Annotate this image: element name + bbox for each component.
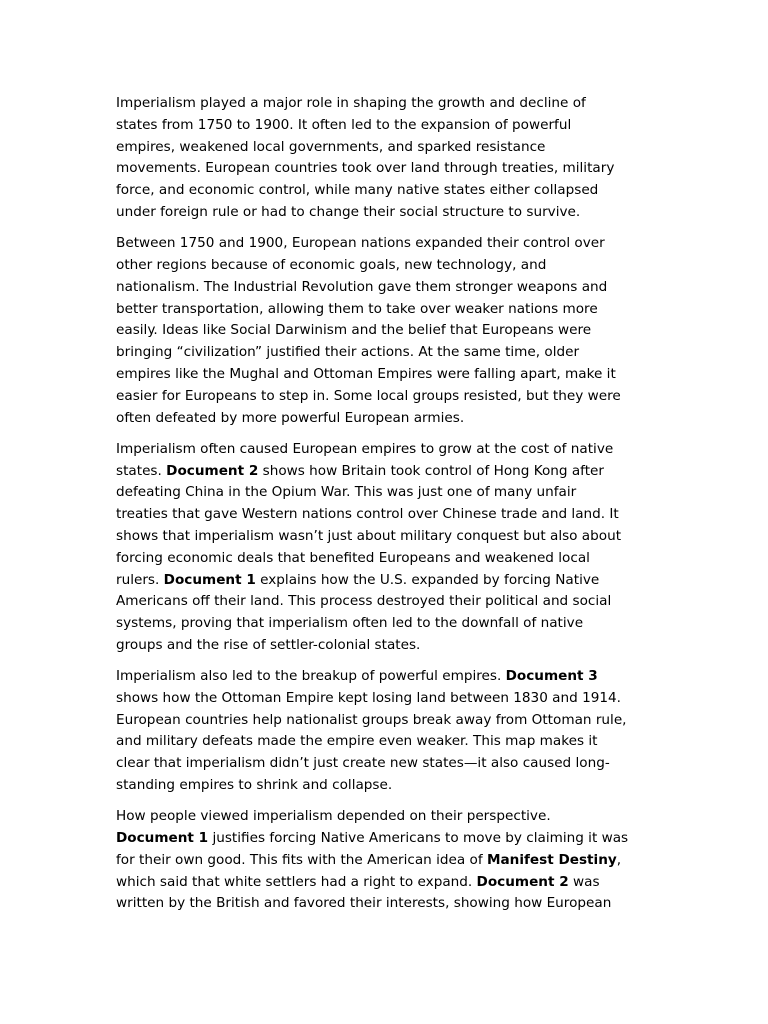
text-run: better transportation, allowing them to take over weaker nations more	[116, 300, 598, 317]
text-run: Between 1750 and 1900, European nations expanded their control over	[116, 235, 605, 252]
text-line	[116, 408, 656, 430]
text-run: Imperialism also led to the breakup of powerful empires.	[116, 668, 506, 685]
text-run: ,	[616, 851, 622, 868]
text-run: forcing economic deals that benefited Europeans and weakened local	[116, 549, 590, 566]
bold-text-run: Manifest Destiny	[486, 851, 617, 868]
text-run: easily. Ideas like Social Darwinism and the belief that Europeans were	[116, 322, 592, 339]
paragraph-3	[116, 439, 656, 657]
text-run: systems, proving that imperialism often led to the downfall of native	[116, 615, 584, 632]
text-line	[116, 93, 656, 115]
bold-text-run: Document 1	[116, 830, 209, 847]
text-run: Americans off their land. This process destroyed their political and social	[116, 593, 612, 610]
text-line	[116, 591, 656, 613]
text-run: for their own good. This fits with the American idea of	[116, 851, 487, 868]
text-run: states from 1750 to 1900. It often led to the expansion of powerful	[116, 116, 572, 133]
text-run: defeating China in the Opium War. This was just one of many unfair	[116, 484, 577, 501]
text-line	[116, 666, 656, 688]
text-run: was	[568, 873, 600, 890]
text-line	[116, 255, 656, 277]
document-body	[116, 93, 656, 925]
text-line	[116, 320, 656, 342]
text-line	[116, 233, 656, 255]
text-line	[116, 548, 656, 570]
text-run: European countries help nationalist groups break away from Ottoman rule,	[116, 711, 627, 728]
paragraph-1	[116, 93, 656, 224]
text-run: Imperialism often caused European empires to grow at the cost of native	[116, 440, 614, 457]
text-line	[116, 461, 656, 483]
text-line	[116, 482, 656, 504]
text-line	[116, 850, 656, 872]
text-line	[116, 386, 656, 408]
text-run: states.	[116, 462, 167, 479]
text-line	[116, 806, 656, 828]
text-run: How people viewed imperialism depended on their perspective.	[116, 808, 551, 825]
text-line	[116, 277, 656, 299]
text-run: movements. European countries took over land through treaties, military	[116, 160, 615, 177]
text-run: Imperialism played a major role in shaping the growth and decline of	[116, 95, 586, 111]
text-line	[116, 775, 656, 797]
paragraph-4	[116, 666, 656, 797]
text-line	[116, 526, 656, 548]
text-line	[116, 710, 656, 732]
text-run: force, and economic control, while many native states either collapsed	[116, 182, 599, 199]
text-line	[116, 872, 656, 894]
bold-text-run: Document 2	[476, 873, 569, 890]
text-line	[116, 570, 656, 592]
text-run: groups and the rise of settler-colonial states.	[116, 636, 421, 653]
bold-text-run: Document 1	[163, 571, 256, 588]
text-line	[116, 613, 656, 635]
text-run: clear that imperialism didn’t just create new states—it also caused long-	[116, 755, 610, 772]
text-line	[116, 753, 656, 775]
bold-text-run: Document 3	[505, 668, 598, 685]
text-line	[116, 504, 656, 526]
text-run: under foreign rule or had to change their social structure to survive.	[116, 203, 581, 220]
text-run: written by the British and favored their interests, showing how European	[116, 895, 612, 912]
text-line	[116, 342, 656, 364]
text-line	[116, 893, 656, 915]
text-line	[116, 828, 656, 850]
text-line	[116, 364, 656, 386]
text-run: bringing “civilization” justified their actions. At the same time, older	[116, 344, 580, 361]
text-run: and military defeats made the empire even weaker. This map makes it	[116, 733, 598, 750]
text-line	[116, 688, 656, 710]
text-run: explains how the U.S. expanded by forcing Native	[255, 571, 600, 588]
text-run: empires, weakened local governments, and sparked resistance	[116, 138, 546, 155]
text-run: empires like the Mughal and Ottoman Empires were falling apart, make it	[116, 365, 616, 382]
bold-text-run: Document 2	[166, 462, 259, 479]
text-run: treaties that gave Western nations control over Chinese trade and land. It	[116, 506, 619, 523]
text-run: shows how Britain took control of Hong Kong after	[258, 462, 604, 479]
text-line	[116, 202, 656, 224]
text-line	[116, 299, 656, 321]
text-line	[116, 439, 656, 461]
text-run: which said that white settlers had a right to expand.	[116, 873, 477, 890]
text-line	[116, 137, 656, 159]
text-run: often defeated by more powerful European armies.	[116, 409, 465, 426]
text-line	[116, 115, 656, 137]
text-line	[116, 731, 656, 753]
text-run: shows how the Ottoman Empire kept losing land between 1830 and 1914.	[116, 689, 621, 706]
text-run: shows that imperialism wasn’t just about military conquest but also about	[116, 527, 622, 544]
text-run: rulers.	[116, 571, 164, 588]
text-run: standing empires to shrink and collapse.	[116, 777, 393, 794]
paragraph-2	[116, 233, 656, 429]
text-line	[116, 180, 656, 202]
text-line	[116, 635, 656, 657]
text-line	[116, 158, 656, 180]
text-run: easier for Europeans to step in. Some local groups resisted, but they were	[116, 387, 621, 404]
text-run: nationalism. The Industrial Revolution gave them stronger weapons and	[116, 278, 608, 295]
text-run: justifies forcing Native Americans to move by claiming it was	[208, 830, 629, 847]
paragraph-5	[116, 806, 656, 915]
text-run: other regions because of economic goals, new technology, and	[116, 256, 547, 273]
